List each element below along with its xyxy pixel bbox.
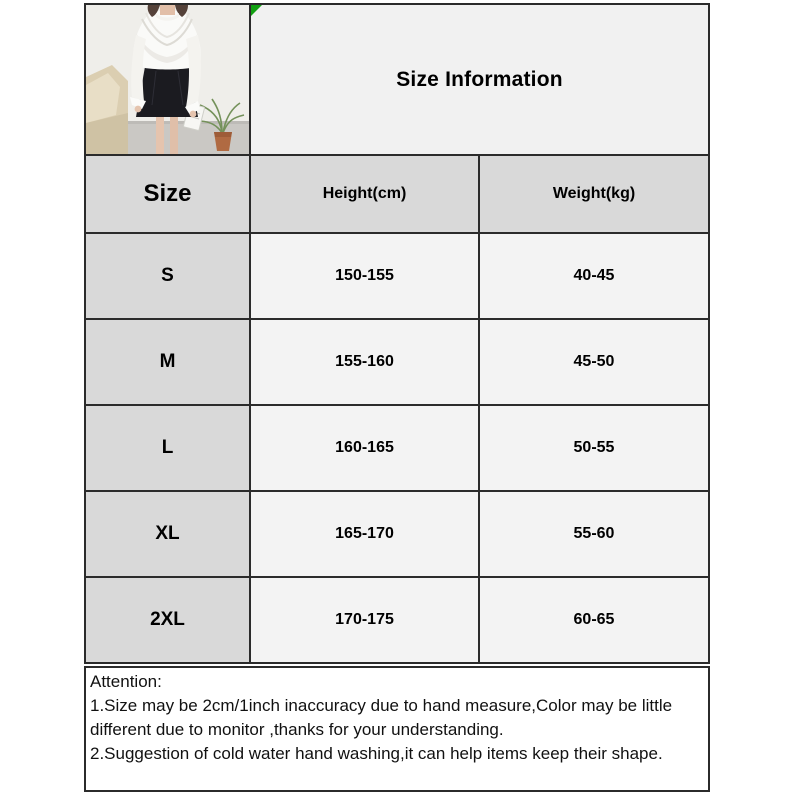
size-label-cell: L <box>86 406 249 490</box>
size-label-cell: S <box>86 234 249 318</box>
weight-value-cell: 50-55 <box>480 406 708 490</box>
attention-note <box>84 666 710 792</box>
column-header-size: Size <box>86 156 249 232</box>
product-photo-illustration <box>86 5 249 154</box>
size-table <box>84 3 710 664</box>
size-information-title-cell <box>251 5 708 154</box>
weight-value-cell: 40-45 <box>480 234 708 318</box>
green-corner-marker-icon <box>251 5 262 16</box>
size-label-cell: M <box>86 320 249 404</box>
attention-item-1: 1.Size may be 2cm/1inch inaccuracy due to hand measure,Color may be little different due to monitor ,thanks for your understanding. <box>90 696 673 739</box>
size-label-cell: 2XL <box>86 578 249 662</box>
height-value-cell: 155-160 <box>251 320 478 404</box>
height-value-cell: 170-175 <box>251 578 478 662</box>
size-chart-sheet <box>84 3 710 792</box>
attention-item-2: 2.Suggestion of cold water hand washing,it can help items keep their shape. <box>90 744 663 763</box>
weight-value-cell: 45-50 <box>480 320 708 404</box>
page-title: Size Information <box>396 67 563 91</box>
size-label-cell: XL <box>86 492 249 576</box>
height-value-cell: 165-170 <box>251 492 478 576</box>
height-value-cell: 150-155 <box>251 234 478 318</box>
column-header-height: Height(cm) <box>251 156 478 232</box>
column-header-weight: Weight(kg) <box>480 156 708 232</box>
weight-value-cell: 55-60 <box>480 492 708 576</box>
product-photo <box>86 5 249 154</box>
attention-title: Attention: <box>90 672 162 691</box>
height-value-cell: 160-165 <box>251 406 478 490</box>
weight-value-cell: 60-65 <box>480 578 708 662</box>
